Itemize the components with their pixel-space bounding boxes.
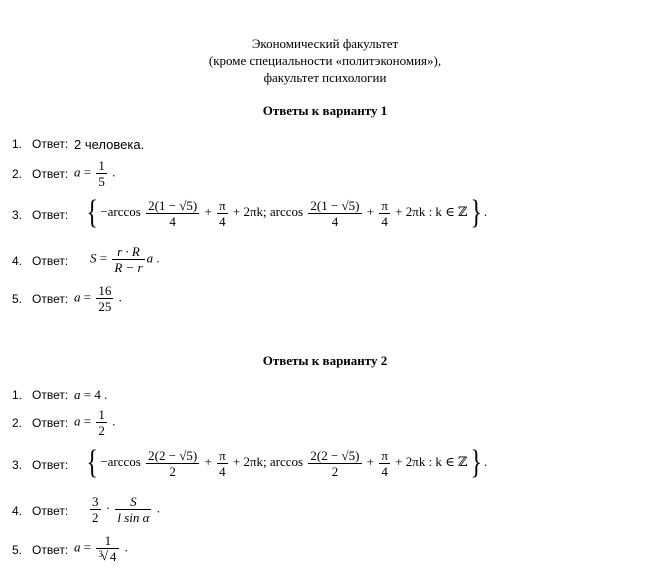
s2-num-5: 5. <box>12 543 23 557</box>
s2-a1-formula: a = 4 . <box>74 387 108 402</box>
s1-a4-frac <box>112 244 144 275</box>
s2-a2-frac <box>96 407 107 438</box>
s1-label-5: Ответ: <box>32 292 69 306</box>
s1-a3-pi-den: 4 <box>219 213 226 229</box>
s1-label-2: Ответ: <box>32 167 69 181</box>
s2-a3-tail: + 2πk; arccos <box>232 453 304 469</box>
s2-a5-num: 1 <box>96 533 119 549</box>
s1-a4-num: r · R <box>112 244 144 260</box>
s2-a2-num: 1 <box>98 407 105 422</box>
s1-a5-den: 25 <box>98 299 112 314</box>
s1-label-4: Ответ: <box>32 254 69 268</box>
s1-a3-frac <box>146 198 199 229</box>
s2-a5-formula: a = $\frac{1}{^3√ 4}$ . <box>74 533 128 564</box>
section1-title: Ответы к варианту 1 <box>262 103 388 118</box>
s1-a3-frac-2 <box>308 198 361 229</box>
s2-a5-frac <box>96 533 119 564</box>
s2-label-3: Ответ: <box>32 458 69 472</box>
s2-a3-pi-den-2: 4 <box>381 463 388 479</box>
s1-num-1: 1. <box>12 137 23 151</box>
s1-a3-pi-num-2: π <box>381 197 388 213</box>
s1-a5-formula: a = $\frac{16}{25}$ . <box>74 283 122 314</box>
s2-a4-formula: $\frac{3}{2}$ · $\frac{S}{\text{l sin α}}$ . <box>92 494 160 525</box>
s2-num-1: 1. <box>12 388 23 402</box>
s1-a3-pre: −arccos <box>100 203 141 219</box>
s2-num-4: 4. <box>12 504 23 518</box>
s2-a4-den2: l sin α <box>117 510 150 525</box>
s2-num-3: 3. <box>12 458 23 472</box>
s2-a3-frac <box>146 448 199 479</box>
s1-a4-tail: a <box>146 250 154 266</box>
s1-num-4: 4. <box>12 254 23 268</box>
s2-a2-formula: a = $\frac{1}{2}$ . <box>74 407 116 438</box>
s1-a2-formula: a = $\frac{1}{5}$ . <box>74 158 116 189</box>
s1-a3-num-2: 2(1 − √5) <box>310 197 360 213</box>
s1-a3-den: 4 <box>169 213 176 229</box>
s1-a4-formula: S = $\frac{r \cdot R}{R - r}$ a . <box>90 244 160 275</box>
s2-a1-lhs: a <box>74 387 81 402</box>
s2-a2-lhs: a <box>74 413 81 429</box>
s1-a3-pi-num: π <box>219 197 226 213</box>
s2-a3-den-2: 2 <box>331 463 339 479</box>
section2-title: Ответы к варианту 2 <box>262 353 388 368</box>
s1-a3-end: + 2πk : k ∈ ℤ <box>395 203 468 219</box>
s2-label-1: Ответ: <box>32 388 69 402</box>
s2-a5-den <box>96 549 119 564</box>
s2-a2-den: 2 <box>98 423 105 438</box>
s1-num-2: 2. <box>12 167 23 181</box>
s1-a1-text: 2 человека. <box>74 137 145 152</box>
s2-a3-pi-den: 4 <box>219 463 226 479</box>
s1-a3-pi-den-2: 4 <box>381 213 388 229</box>
s2-label-5: Ответ: <box>32 543 69 557</box>
s1-a5-num: 16 <box>98 283 112 298</box>
s2-a1-rhs: 4 <box>94 387 101 402</box>
s2-a3-pi-frac-2 <box>379 448 390 479</box>
s2-a3-num-2: 2(2 − √5) <box>310 447 360 463</box>
s1-a2-frac <box>96 158 107 189</box>
s2-a4-den1: 2 <box>92 510 99 525</box>
s1-label-3: Ответ: <box>32 208 69 222</box>
s1-a3-tail: + 2πk; arccos <box>232 203 304 219</box>
s2-a3-num: 2(2 − √5) <box>148 447 198 463</box>
s1-a3-pi-frac <box>217 198 228 229</box>
s1-a2-lhs: a <box>74 164 81 180</box>
s2-a5-den-rad: 4 <box>109 549 117 564</box>
s2-a3-formula: { −arccos $\frac{2(2 - √5)}{2}$ + $\frac{\pi}{4}$ + 2πk; arccos $\frac{2(2 - √5)}{2}$ + $\frac{\pi}{4}$ + 2πk : k ∈ ℤ} . <box>86 444 488 481</box>
s2-a4-num1: 3 <box>92 494 99 509</box>
s1-a2-den: 5 <box>98 174 105 189</box>
faculty-line-3: факультет психологии <box>263 70 387 85</box>
s2-a5-lhs: a <box>74 539 81 555</box>
s1-num-3: 3. <box>12 208 23 222</box>
faculty-line-2: (кроме специальности «политэкономия»), <box>208 53 442 68</box>
s1-a3-formula: { −arccos $\frac{2(1 - √5)}{4}$ + $\frac{\pi}{4}$ + 2πk; arccos $\frac{2(1 - √5)}{4}$ + $\frac{\pi}{4}$ + 2πk : k ∈ ℤ} . <box>86 194 488 231</box>
faculty-line-1: Экономический факультет <box>251 36 399 51</box>
s2-a4-frac-2 <box>115 494 151 525</box>
s2-a4-frac-1 <box>90 494 101 525</box>
s1-num-5: 5. <box>12 292 23 306</box>
s2-a3-pi-num: π <box>219 447 226 463</box>
s2-a3-den: 2 <box>169 463 176 479</box>
s2-label-2: Ответ: <box>32 416 69 430</box>
s2-a3-pi-frac <box>217 448 228 479</box>
s1-a5-lhs: a <box>74 289 81 305</box>
s2-num-2: 2. <box>12 416 23 430</box>
s2-a4-num2: S <box>115 494 151 510</box>
s1-a2-num: 1 <box>98 158 105 173</box>
s2-label-4: Ответ: <box>32 504 69 518</box>
s2-a3-pi-num-2: π <box>381 447 388 463</box>
s2-a3-end: + 2πk : k ∈ ℤ <box>395 453 468 469</box>
s1-label-1: Ответ: <box>32 137 69 151</box>
s1-a4-den: R − r <box>114 260 143 275</box>
s1-a3-pi-frac-2 <box>379 198 390 229</box>
s2-a5-den-index: 3 <box>98 549 103 559</box>
s1-a3-den-2: 4 <box>331 213 339 229</box>
s2-a3-pre: −arccos <box>100 453 141 469</box>
s1-a5-frac <box>96 283 113 314</box>
s1-a4-lhs: S <box>90 250 97 266</box>
s2-a3-frac-2 <box>308 448 361 479</box>
s1-a3-num: 2(1 − √5) <box>148 197 198 213</box>
